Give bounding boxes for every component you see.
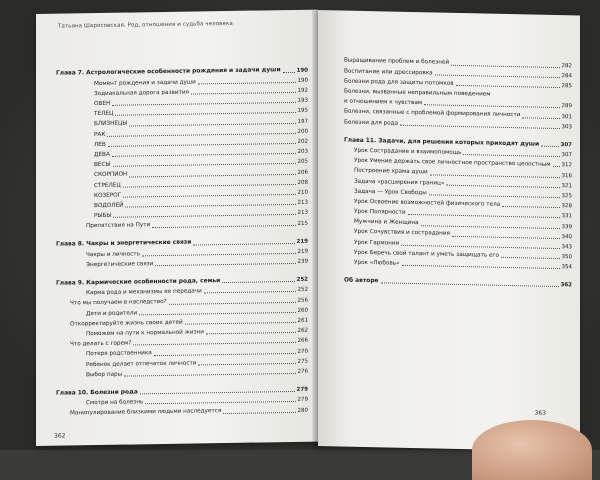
toc-entry-page: 339 <box>561 223 572 230</box>
toc-entry-page: 219 <box>296 238 308 245</box>
toc-entry-page: 307 <box>561 152 572 159</box>
toc-entry-page: 192 <box>297 87 308 94</box>
toc-entry-page: 213 <box>297 210 308 217</box>
toc-entry-title: СТРЕЛЕЦ <box>94 182 121 189</box>
toc-entry-page: 256 <box>297 297 308 304</box>
toc-entry-title: Что делать с горем? <box>70 340 132 348</box>
toc-entry-title: Болезни рода для защиты потомков <box>344 78 454 87</box>
dot-leader <box>400 125 559 129</box>
dot-leader <box>553 166 560 167</box>
toc-entry-title: Урок Освоение возможностей физического тела <box>354 198 501 208</box>
toc-entry-page: 260 <box>297 307 308 314</box>
toc-entry-page: 252 <box>297 287 308 294</box>
toc-entry-title: Урок Умение держать свое личностное пространство целостным <box>354 157 551 169</box>
toc-entry-page: 343 <box>561 243 572 251</box>
page-number-left: 362 <box>54 432 66 440</box>
toc-entry-title: Глава 7. Астрологические особенности рождения и задачи души <box>56 67 281 77</box>
toc-entry-page: 239 <box>297 258 308 265</box>
toc-entry-page: 203 <box>297 148 308 156</box>
toc-entry-title: ВОДОЛЕЙ <box>94 202 124 210</box>
toc-entry-page: 325 <box>561 193 572 200</box>
toc-entry-page: 208 <box>297 179 308 186</box>
toc-entry-page: 279 <box>296 386 308 394</box>
toc-entry-title: Препятствия на Пути <box>86 222 151 230</box>
toc-entry-title: Откорректируйте жизнь своих детей <box>70 319 183 328</box>
toc-entry-page: 193 <box>297 97 308 105</box>
toc-entry-title: Поможем на пути к нормальной жизни <box>86 329 204 338</box>
toc-entry-title: Воспитание или дрессировка <box>344 68 433 77</box>
toc-entry-title: Потеря родственника <box>86 350 152 358</box>
toc-entry-page: 213 <box>297 199 308 207</box>
toc-entry-title: ДЕВА <box>94 151 110 159</box>
toc-entry-page: 200 <box>297 128 308 135</box>
dot-leader <box>381 283 559 288</box>
toc-entry-page: 261 <box>297 317 308 324</box>
toc-entry-title: ОВЕН <box>94 100 111 108</box>
toc-entry-title: Ребенок делает отпечаток личности <box>86 360 197 368</box>
toc-entry-title: Болезни для рода <box>344 119 399 127</box>
toc-entry-title: ЛЕВ <box>94 141 106 148</box>
toc-entry-title: СКОРПИОН <box>94 171 128 179</box>
toc-entry-title: Глава 8. Чакры и энергетические связи <box>56 239 192 248</box>
toc-entry-page: 190 <box>296 67 308 74</box>
toc-entry-title: БЛИЗНЕЦЫ <box>94 120 128 128</box>
toc-entry-title: Глава 9. Кармические особенности рода, семьи <box>56 277 221 287</box>
toc-entry-page: 190 <box>297 77 308 84</box>
toc-entry-page: 206 <box>297 169 308 176</box>
toc-entry-title: Что мы получаем в наследство? <box>70 299 167 307</box>
toc-entry-title: Выращивание проблем и болезней <box>344 58 450 67</box>
table-of-contents-right <box>344 55 572 290</box>
page-number-right: 363 <box>534 409 546 417</box>
toc-entry-page: 328 <box>561 203 572 210</box>
toc-entry-title: Энергетические связи <box>86 261 154 269</box>
toc-entry-page: 262 <box>297 327 308 335</box>
toc-entry-title: Зодиакальная дорога развития <box>94 89 189 97</box>
toc-entry-page: 312 <box>561 162 572 169</box>
toc-entry-title: Глава 10. Болезни рода <box>56 389 138 397</box>
running-head: Татьяна Шаросовская. Род, отношения и судьба человека <box>58 20 233 30</box>
toc-entry-page: 282 <box>561 62 572 70</box>
toc-entry-title: ВЕСЫ <box>94 162 111 169</box>
toc-entry-page: 280 <box>297 407 308 414</box>
dot-leader <box>155 263 295 266</box>
toc-entry-page: 202 <box>297 138 308 145</box>
toc-entry-title: РАК <box>94 131 106 138</box>
left-page <box>36 10 318 446</box>
toc-entry-title: Карма рода и механизмы ее передачи <box>86 288 202 297</box>
dot-leader <box>402 265 560 269</box>
toc-entry-title: и отношением к чувствам <box>344 98 423 107</box>
toc-entry-page: 307 <box>560 142 572 149</box>
toc-entry-page: 197 <box>297 118 308 125</box>
dot-leader <box>152 224 295 227</box>
toc-entry-page: 331 <box>561 213 572 220</box>
toc-entry-page: 252 <box>296 276 308 284</box>
toc-entry-page: 362 <box>560 282 572 289</box>
toc-entry-title: ТЕЛЕЦ <box>94 111 114 118</box>
toc-chapter-entry <box>344 274 572 289</box>
toc-entry-title: РЫБЫ <box>94 212 112 220</box>
toc-entry-page: 303 <box>561 123 572 131</box>
dot-leader <box>541 146 558 147</box>
toc-entry-title: Болезни, вызванные неправильным поведением <box>344 88 491 98</box>
toc-entry-title: Момент рождения и задачи души <box>94 79 196 87</box>
toc-entry-title: Урок «Любовь» <box>354 259 400 267</box>
dot-leader <box>124 373 295 377</box>
toc-entry-page: 340 <box>561 233 572 241</box>
toc-entry-title: Урок Гармонии <box>354 239 400 247</box>
toc-entry-page: 354 <box>561 264 572 271</box>
toc-entry-page: 215 <box>297 220 308 227</box>
dot-leader <box>223 411 295 413</box>
toc-entry-title: Урок Беречь свой талант и уметь защищать его <box>354 249 500 259</box>
toc-entry-title: Глава 11. Задачи, для решения которых приходят души <box>344 137 540 148</box>
toc-entry-page: 276 <box>297 368 308 375</box>
toc-entry-title: Чакры и личность <box>86 251 140 258</box>
toc-entry-title: Урок Полярности <box>354 208 406 216</box>
dot-leader <box>522 117 559 119</box>
toc-entry-title: Об авторе <box>344 277 379 285</box>
toc-entry-title: Манипулирование близкими людьми наследуется <box>70 408 222 417</box>
toc-entry-title: Выбор пары <box>86 371 123 378</box>
dot-leader <box>283 72 295 73</box>
toc-entry-page: 284 <box>561 72 572 80</box>
thumb <box>472 420 592 480</box>
toc-entry-page: 301 <box>561 113 572 120</box>
toc-entry-page: 316 <box>561 172 572 179</box>
toc-entry-title: Дети и родители <box>86 310 138 317</box>
toc-entry-title: Урок Сочувствия и сострадания <box>354 229 450 238</box>
toc-entry-page: 275 <box>297 358 308 365</box>
toc-entry-page: 270 <box>297 348 308 355</box>
toc-entry-title: Урок Сострадание и взаимопомощь <box>354 147 462 156</box>
toc-entry-page: 195 <box>297 108 308 115</box>
toc-entry-page: 289 <box>561 103 572 110</box>
toc-entry-page: 285 <box>561 83 572 90</box>
toc-entry-title: Задача «расширения границ» <box>354 178 445 187</box>
toc-entry-page: 350 <box>561 254 572 261</box>
toc-entry-title: Мужчина и Женщина <box>354 219 419 227</box>
right-page <box>318 10 580 451</box>
toc-entry-page: 219 <box>297 248 308 255</box>
toc-entry-title: Болезни, связанные с проблемой формирования личности <box>344 108 521 119</box>
table-of-contents-left <box>56 64 308 418</box>
toc-entry-title: Построение храма души <box>354 168 428 176</box>
toc-entry-title: Задача — Урок Свободы <box>354 188 427 197</box>
toc-entry-page: 210 <box>297 189 308 196</box>
toc-entry-page: 279 <box>297 397 308 404</box>
toc-entry-title: Смотри на болезнь <box>86 399 144 407</box>
toc-entry-title: КОЗЕРОГ <box>94 192 122 199</box>
toc-entry-page: 266 <box>297 338 308 345</box>
toc-entry-page: 205 <box>297 159 308 166</box>
toc-entry-page: 321 <box>561 182 572 190</box>
